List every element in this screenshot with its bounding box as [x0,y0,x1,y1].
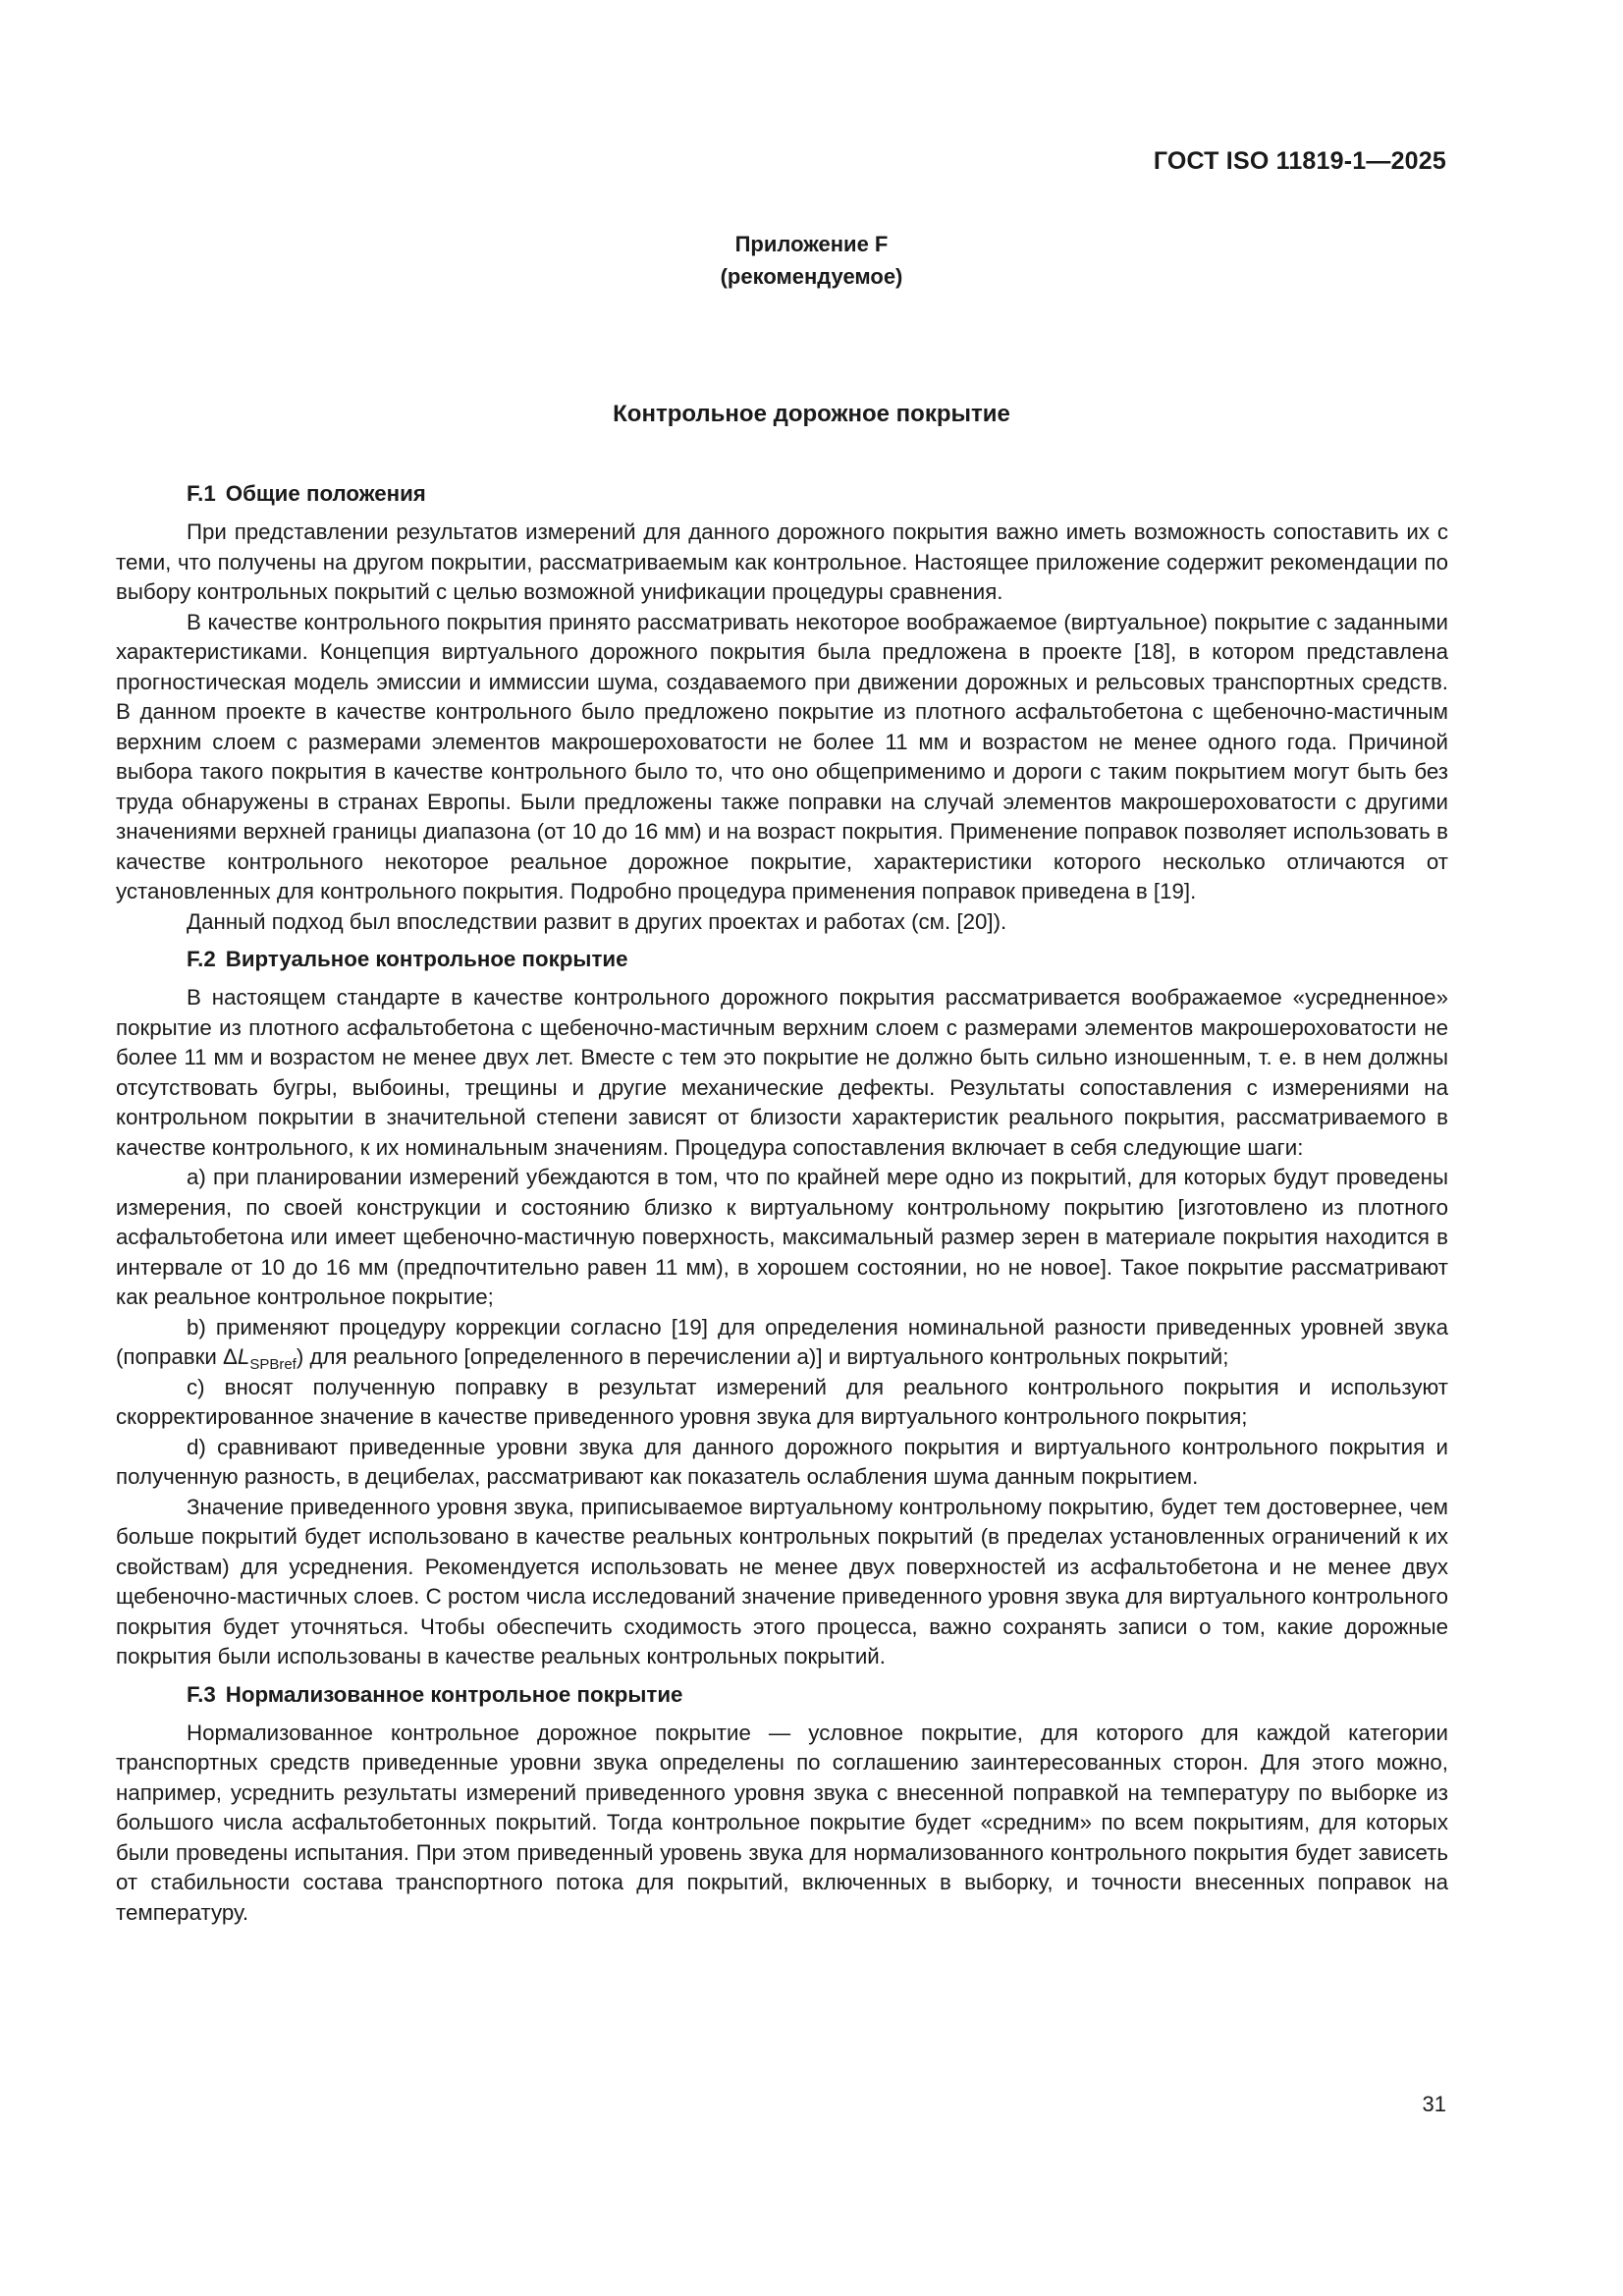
list-item-d: d) сравнивают приведенные уровни звука для данного дорожного покрытия и виртуального контрольного покрытия и полученную разность, в децибелах, рассматривают как показатель ослабления шума данным покрытием. [116,1434,1448,1489]
list-item-a: a) при планировании измерений убеждаются в том, что по крайней мере одно из покрытий, для которых будут проведены измерения, по своей конструкции и состоянию близко к виртуальному контрольному покрытию [изготовлено из плотного асфальтобетона или имеет щебеночно-мастичную поверхность, максимальный размер зерен в материале покрытия находится в интервале от 10 до 16 мм (предпочтительно равен 11 мм), в хорошем состоянии, но не новое]. Такое покрытие рассматривают как реальное контрольное покрытие; [116,1165,1448,1309]
section-title: Нормализованное контрольное покрытие [225,1681,683,1707]
section-title: Общие положения [225,481,426,506]
section-heading-f2 [116,943,1448,975]
section-number: F.3 [187,1681,216,1707]
page-number: 31 [1422,2092,1446,2116]
paragraph: Нормализованное контрольное дорожное покрытие — условное покрытие, для которого для каждой категории транспортных средств приведенные уровни звука определены по соглашению заинтересованных сторон. Для этого можно, например, усреднить результаты измерений приведенного уровня звука с внесенной поправкой на температуру по выборке из большого числа асфальтобетонных покрытий. Тогда контрольное покрытие будет «средним» по всем покрытиям, для которых были проведены испытания. При этом приведенный уровень звука для нормализованного контрольного покрытия будет зависеть от стабильности состава транспортного потока для покрытий, включенных в выборку, и точности внесенных поправок на температуру. [116,1720,1448,1925]
level-symbol: L [237,1344,250,1369]
annex-title: Контрольное дорожное покрытие [613,401,1010,427]
section-heading-f3 [116,1678,1448,1711]
section-heading-f1 [116,477,1448,510]
step-b-text-end: ) для реального [определенного в перечислении a)] и виртуального контрольных покрытий; [296,1344,1229,1369]
document-body [116,477,1448,1928]
paragraph: Данный подход был впоследствии развит в других проектах и работах (см. [20]). [187,908,1007,934]
section-title: Виртуальное контрольное покрытие [225,947,628,971]
paragraph: Значение приведенного уровня звука, приписываемое виртуальному контрольному покрытию, будет тем достовернее, чем больше покрытий будет использовано в качестве реальных контрольных покрытий (в пределах установленных ограничений к их свойствам) для усреднения. Рекомендуется использовать не менее двух поверхностей из асфальтобетона и не менее двух щебеночно-мастичных слоев. С ростом числа исследований значение приведенного уровня звука для виртуального контрольного покрытия будет уточняться. Чтобы обеспечить сходимость этого процесса, важно сохранять записи о том, какие дорожные покрытия были использованы в качестве реальных контрольных покрытий. [116,1494,1448,1668]
standard-code: ГОСТ ISO 11819-1—2025 [1153,147,1446,175]
level-subscript: SPBref [249,1356,297,1373]
section-number: F.1 [187,481,216,506]
annex-status: (рекомендуемое) [720,264,903,289]
paragraph: В качестве контрольного покрытия принято рассматривать некоторое воображаемое (виртуальное) покрытие с заданными характеристиками. Концепция виртуального дорожного покрытия была предложена в проекте [18], в котором представлена прогностическая модель эмиссии и иммиссии шума, создаваемого при движении дорожных и рельсовых транспортных средств. В данном проекте в качестве контрольного было предложено покрытие из плотного асфальтобетона с щебеночно-мастичным верхним слоем с размерами элементов макрошероховатости не более 11 мм и возрастом не менее одного года. Причиной выбора такого покрытия в качестве контрольного было то, что оно общеприменимо и дороги с таким покрытием могут быть без труда обнаружены в странах Европы. Были предложены также поправки на случай элементов макрошероховатости с другими значениями верхней границы диапазона (от 10 до 16 мм) и на возраст покрытия. Применение поправок позволяет использовать в качестве контрольного некоторое реальное дорожное покрытие, характеристики которого несколько отличаются от установленных для контрольного покрытия. Подробно процедура применения поправок приведена в [19]. [116,609,1448,903]
list-item-c: c) вносят полученную поправку в результат измерений для реального контрольного покрытия и используют скорректированное значение в качестве приведенного уровня звука для виртуального контрольного покрытия; [116,1374,1448,1429]
paragraph: В настоящем стандарте в качестве контрольного дорожного покрытия рассматривается воображаемое «усредненное» покрытие из плотного асфальтобетона с щебеночно-мастичным верхним слоем с размерами элементов макрошероховатости не более 11 мм и возрастом не менее двух лет. Вместе с тем это покрытие не должно быть сильно изношенным, т. е. в нем должны отсутствовать бугры, выбоины, трещины и другие механические дефекты. Результаты сопоставления с измерениями на контрольном покрытии в значительной степени зависят от близости характеристик реального покрытия, рассматриваемого в качестве контрольного, к их номинальным значениям. Процедура сопоставления включает в себя следующие шаги: [116,985,1448,1160]
section-number: F.2 [187,947,216,971]
step-b-text: b) применяют процедуру коррекции согласно [19] для определения номинальной разности приведенных уровней звука (поправки Δ [116,1314,1448,1369]
annex-heading [0,228,1623,293]
paragraph: При представлении результатов измерений для данного дорожного покрытия важно иметь возможность сопоставить их с теми, что получены на другом покрытии, рассматриваемым как контрольное. Настоящее приложение содержит рекомендации по выбору контрольных покрытий с целью возможной унификации процедуры сравнения. [116,519,1448,604]
annex-label: Приложение F [734,232,889,256]
list-item-b [116,1313,1448,1373]
